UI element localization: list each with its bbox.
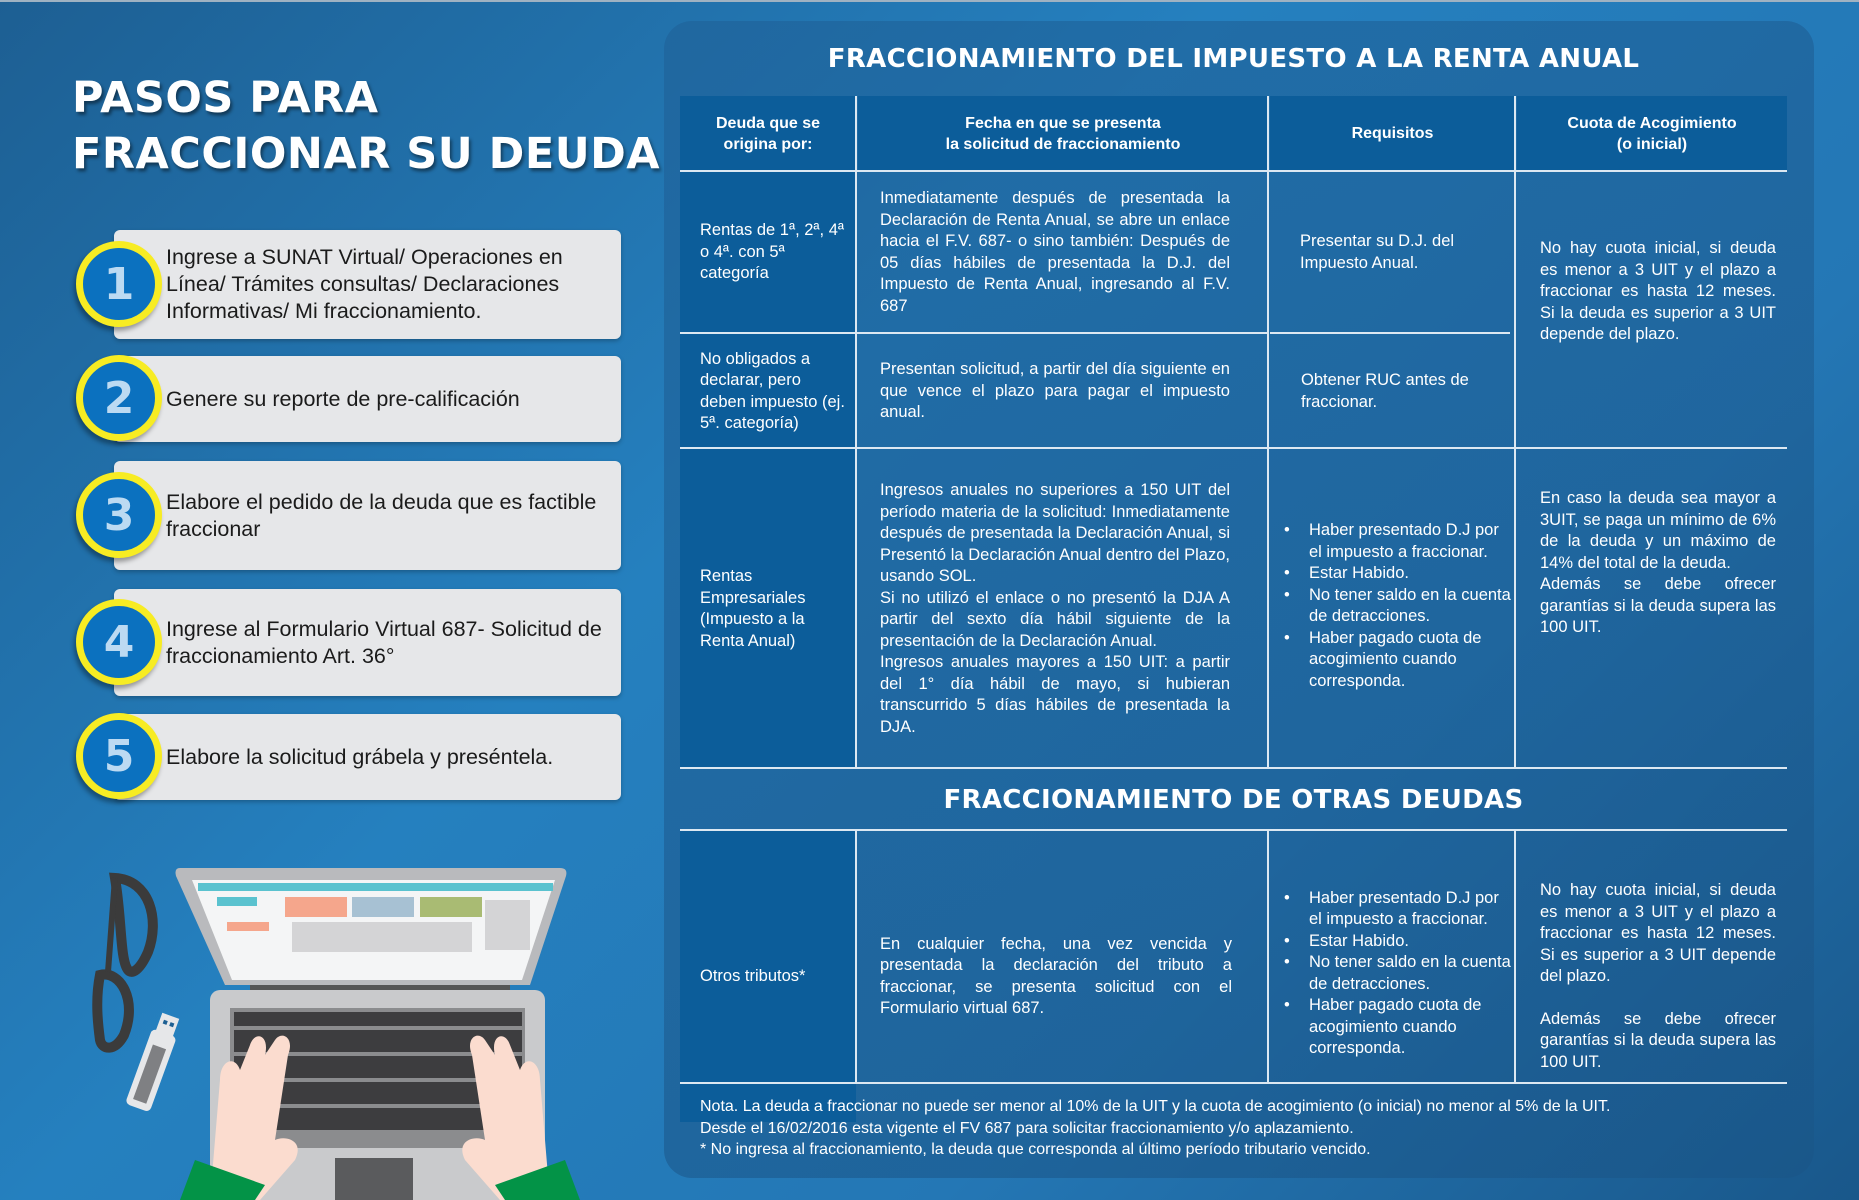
requisito-item: • Haber presentado D.J por el impuesto a fraccionar. (1282, 888, 1512, 931)
laptop-illustration (60, 840, 620, 1200)
requisito-item: • No tener saldo en la cuenta de detracciones. (1282, 585, 1512, 628)
grid-line (680, 447, 1787, 449)
step-number: 1 (103, 258, 135, 310)
row3-cuota-part2: Además se debe ofrecer garantías si la deuda supera las 100 UIT. (1540, 575, 1776, 636)
row1-requisitos: Presentar su D.J. del Impuesto Anual. (1300, 232, 1455, 272)
grid-line (855, 96, 857, 768)
footnotes (700, 1096, 1790, 1161)
header-fecha (858, 96, 1268, 171)
requisito-item: • Haber presentado D.J por el impuesto a fraccionar. (1282, 520, 1512, 563)
otras-requisitos (1282, 831, 1512, 1122)
row2-origen: No obligados a declarar, pero deben impuesto (ej. 5ª. categoría) (700, 349, 845, 432)
header-fecha-line2: la solicitud de fraccionamiento (945, 135, 1181, 153)
step-number-badge (76, 472, 162, 558)
row1-2-cuota: No hay cuota inicial, si deuda es menor a 3 UIT y el plazo a fraccionar es hasta 12 meses. Si la deuda es superior a 3 UIT depende del plazo. (1540, 239, 1776, 344)
row3-cuota-part1: En caso la deuda sea mayor a 3UIT, se paga un mínimo de 6% de la deuda y un máximo de 14% del total de la deuda. (1540, 489, 1776, 572)
requisito-item: • Estar Habido. (1282, 931, 1512, 953)
row3-fecha-part2: Si no utilizó el enlace o no presentó la DJA A partir del sexto día hábil siguiente de la presentación de la Declaración Anual. (880, 588, 1230, 650)
row1-fecha: Inmediatamente después de presentada la Declaración de Renta Anual, se abre un enlace hacia el F.V. 687- o sino también: Después de 05 días hábiles de presentada la D.J. del Impuesto de Renta Anual, ingresando al F.V. 687 (880, 189, 1230, 315)
row3-requisitos-list (1282, 520, 1512, 692)
row2-fecha: Presentan solicitud, a partir del día siguiente en que vence el plazo para pagar el impuesto anual. (880, 360, 1230, 422)
grid-line (1267, 96, 1269, 768)
grid-line (680, 767, 1787, 769)
step-number-badge (76, 241, 162, 327)
main-title (72, 70, 660, 182)
requisito-item: • Haber pagado cuota de acogimiento cuando corresponda. (1282, 628, 1512, 693)
row3-requisitos (1282, 450, 1512, 768)
otras-cuota-part2: Además se debe ofrecer garantías si la deuda supera las 100 UIT. (1540, 1009, 1776, 1071)
usb-drive-icon (125, 1011, 183, 1112)
step-2 (114, 356, 621, 442)
renta-anual-title: FRACCIONAMIENTO DEL IMPUESTO A LA RENTA ANUAL (827, 44, 1640, 74)
row3-fecha-part1: Ingresos anuales no superiores a 150 UIT del período materia de la solicitud: Inmediatamente después de presentada la Declaración Anual, si Presentó la Declaración Anual dentro del Plazo, usando SOL. (880, 481, 1230, 585)
otras-deudas-title: FRACCIONAMIENTO DE OTRAS DEUDAS (943, 785, 1524, 815)
laptop-screen (176, 868, 567, 985)
row1-origen: Rentas de 1ª, 2ª, 4ª o 4ª. con 5ª categoría (700, 221, 844, 283)
top-border (0, 0, 1859, 2)
row3-fecha-part3: Ingresos anuales mayores a 150 UIT: a partir del 1° día hábil de mayo, si hubieran transcurrido 5 días hábiles de presentada la DJA. (880, 653, 1230, 736)
note-line: * No ingresa al fraccionamiento, la deuda que corresponda al último período tributario vencido. (700, 1141, 1371, 1158)
requisito-item: • Haber pagado cuota de acogimiento cuando corresponda. (1282, 995, 1512, 1060)
step-number: 3 (103, 489, 135, 541)
main-title-line1: PASOS PARA (72, 73, 379, 123)
grid-line (1514, 96, 1516, 768)
grid-line (680, 1082, 1787, 1084)
row3-origen: Rentas Empresariales (Impuesto a la Renta Anual) (700, 567, 806, 650)
otras-cuota (1540, 831, 1776, 1122)
grid-line (680, 829, 1787, 831)
glasses-icon (97, 878, 153, 1048)
step-text: Ingrese a SUNAT Virtual/ Operaciones en Línea/ Trámites consultas/ Declaraciones Informativas/ Mi fraccionamiento. (166, 245, 563, 323)
step-number-badge (76, 713, 162, 799)
step-1 (114, 230, 621, 339)
header-cuota: Cuota de Acogimiento (o inicial) (1517, 96, 1787, 171)
step-text: Genere su reporte de pre-calificación (166, 386, 520, 411)
step-number-badge (76, 355, 162, 441)
header-origen: Deuda que se origina por: (680, 96, 856, 171)
otras-cuota-part1: No hay cuota inicial, si deuda es menor a 3 UIT y el plazo a fraccionar es hasta 12 meses. Si es superior a 3 UIT depende del plazo. (1540, 881, 1776, 985)
touchpad (335, 1158, 413, 1200)
row3-cuota (1540, 488, 1776, 678)
step-number: 2 (103, 372, 135, 424)
step-5 (114, 714, 621, 800)
step-number-badge (76, 599, 162, 685)
main-title-line2: FRACCIONAR SU DEUDA (72, 129, 661, 179)
grid-line (1267, 830, 1269, 1083)
step-number: 5 (103, 730, 135, 782)
row3-fecha (880, 450, 1230, 768)
header-fecha-line1: Fecha en que se presenta (965, 114, 1161, 132)
grid-line (680, 170, 1787, 172)
step-number: 4 (103, 616, 135, 668)
header-requisitos: Requisitos (1270, 96, 1515, 171)
otras-fecha: En cualquier fecha, una vez vencida y presentada la declaración del tributo a fraccionar, se presenta solicitud con el Formulario virtual 687. (880, 934, 1232, 1017)
step-text: Ingrese al Formulario Virtual 687- Solicitud de fraccionamiento Art. 36° (166, 616, 602, 668)
requisito-item: • No tener saldo en la cuenta de detracciones. (1282, 952, 1512, 995)
step-text: Elabore la solicitud grábela y preséntela. (166, 744, 554, 769)
requisito-item: • Estar Habido. (1282, 563, 1512, 585)
grid-line (680, 332, 1268, 334)
note-line: Nota. La deuda a fraccionar no puede ser menor al 10% de la UIT y la cuota de acogimiento (o inicial) no menor al 5% de la UIT. (700, 1098, 1611, 1115)
otras-requisitos-list (1282, 888, 1512, 1060)
row2-requisitos: Obtener RUC antes de fraccionar. (1301, 371, 1469, 411)
grid-line (855, 830, 857, 1083)
grid-line (1270, 332, 1510, 334)
step-text: Elabore el pedido de la deuda que es factible fraccionar (166, 489, 597, 541)
otras-origen: Otros tributos* (700, 966, 806, 985)
note-line: Desde el 16/02/2016 esta vigente el FV 687 para solicitar fraccionamiento y/o aplazamiento. (700, 1119, 1354, 1137)
step-4 (114, 589, 621, 696)
grid-line (1514, 830, 1516, 1083)
step-3 (114, 461, 621, 570)
